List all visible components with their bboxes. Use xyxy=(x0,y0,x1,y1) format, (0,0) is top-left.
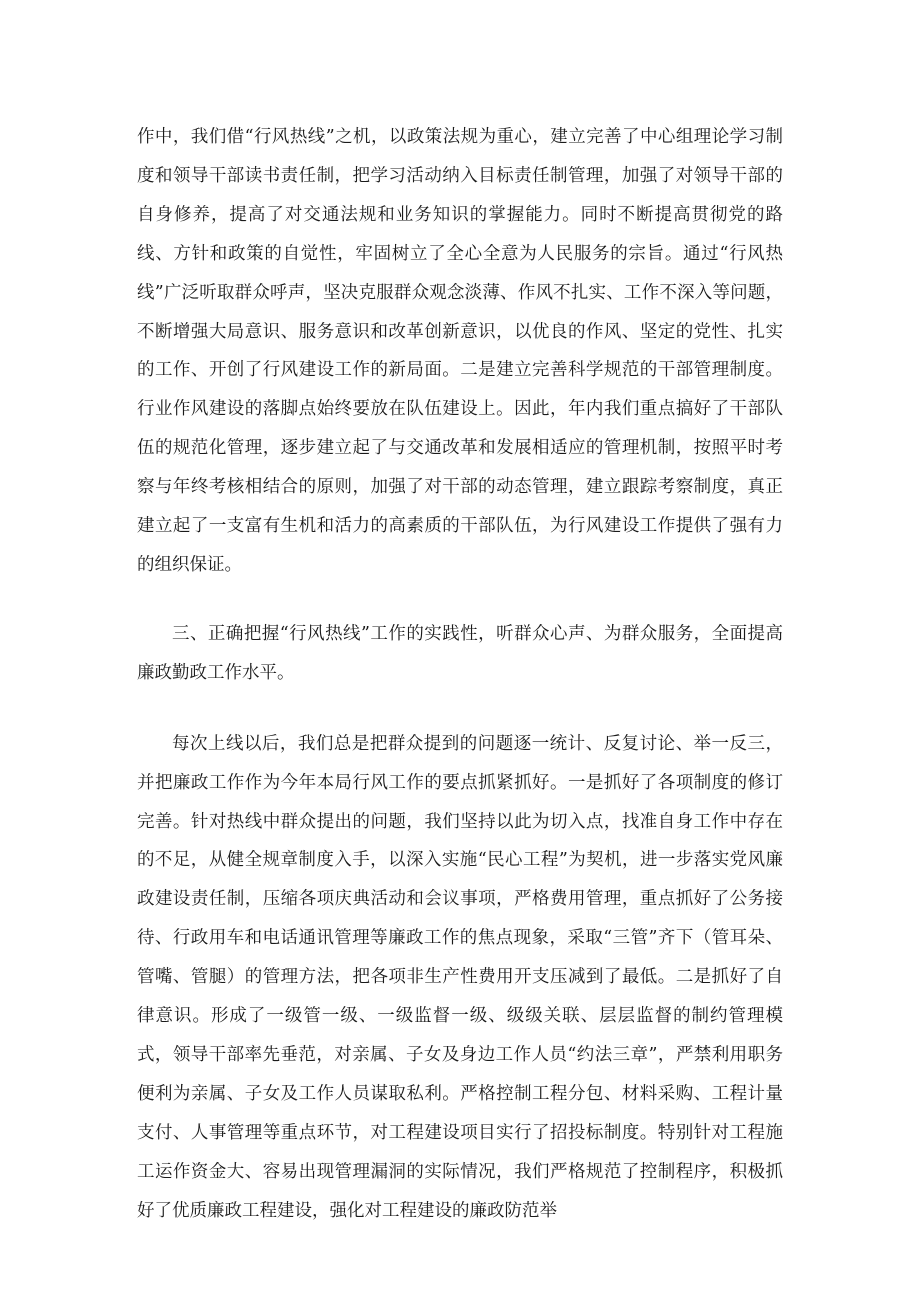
paragraph-continuation: 作中，我们借“行风热线”之机，以政策法规为重心，建立完善了中心组理论学习制度和领导干部读书责任制，把学习活动纳入目标责任制管理，加强了对领导干部的自身修养，提高了对交通法规和业务知识的掌握能力。同时不断提高贯彻党的路线、方针和政策的自觉性，牢固树立了全心全意为人民服务的宗旨。通过“行风热线”广泛听取群众呼声，坚决克服群众观念淡薄、作风不扎实、工作不深入等问题，不断增强大局意识、服务意识和改革创新意识，以优良的作风、坚定的党性、扎实的工作、开创了行风建设工作的新局面。二是建立完善科学规范的干部管理制度。行业作风建设的落脚点始终要放在队伍建设上。因此，年内我们重点搞好了干部队伍的规范化管理，逐步建立起了与交通改革和发展相适应的管理机制，按照平时考察与年终考核相结合的原则，加强了对干部的动态管理，建立跟踪考察制度，真正建立起了一支富有生机和活力的高素质的干部队伍，为行风建设工作提供了强有力的组织保证。 xyxy=(137,127,783,575)
section-heading-three: 三、正确把握“行风热线”工作的实践性，听群众心声、为群众服务，全面提高廉政勤政工作水平。 xyxy=(137,623,783,683)
document-body xyxy=(137,118,783,1230)
paragraph-anticorruption: 每次上线以后，我们总是把群众提到的问题逐一统计、反复讨论、举一反三，并把廉政工作作为今年本局行风工作的要点抓紧抓好。一是抓好了各项制度的修订完善。针对热线中群众提出的问题，我们坚持以此为切入点，找准自身工作中存在的不足，从健全规章制度入手，以深入实施“民心工程”为契机，进一步落实党风廉政建设责任制，压缩各项庆典活动和会议事项，严格费用管理，重点抓好了公务接待、行政用车和电话通讯管理等廉政工作的焦点现象，采取“三管”齐下（管耳朵、管嘴、管腿）的管理方法，把各项非生产性费用开支压减到了最低。二是抓好了自律意识。形成了一级管一级、一级监督一级、级级关联、层层监督的制约管理模式，领导干部率先垂范，对亲属、子女及身边工作人员“约法三章”，严禁利用职务便利为亲属、子女及工作人员谋取私利。严格控制工程分包、材料采购、工程计量支付、人事管理等重点环节，对工程建设项目实行了招投标制度。特别针对工程施工运作资金大、容易出现管理漏洞的实际情况，我们严格规范了控制程序，积极抓好了优质廉政工程建设，强化对工程建设的廉政防范举 xyxy=(137,733,783,1221)
